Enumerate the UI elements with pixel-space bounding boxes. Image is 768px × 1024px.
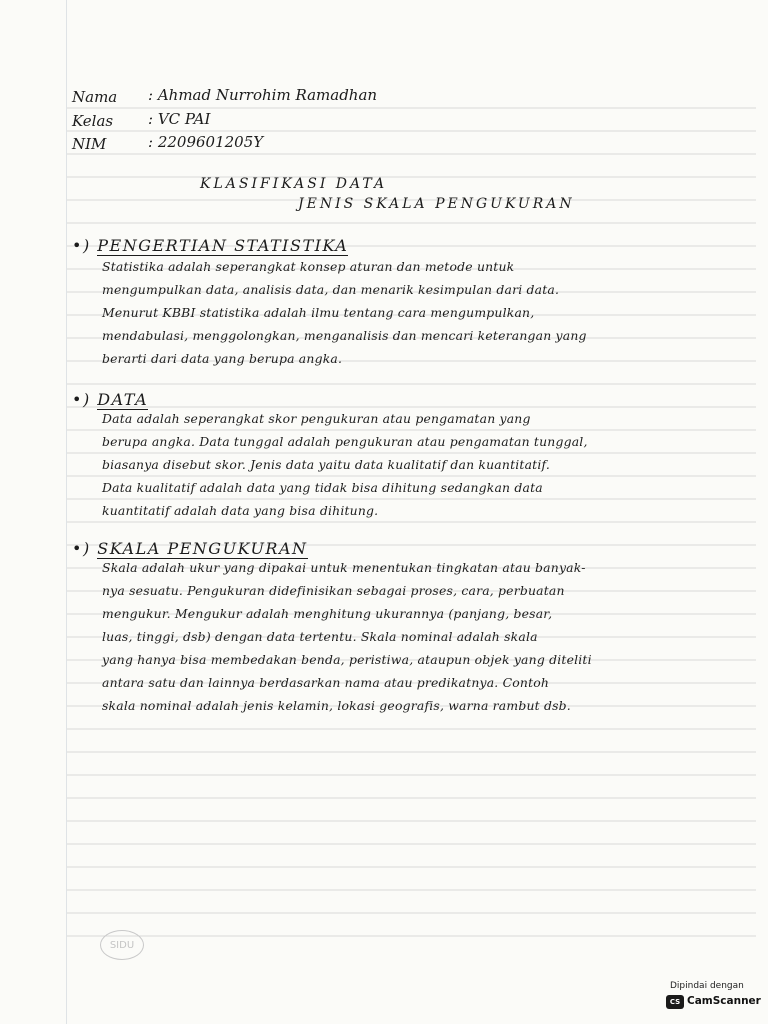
section-3-line-6: antara satu dan lainnya berdasarkan nama atau predikatnya. Contoh — [102, 675, 550, 690]
section-1-line-5: berarti dari data yang berupa angka. — [102, 351, 343, 366]
section-3-line-7: skala nominal adalah jenis kelamin, lokasi geografis, warna rambut dsb. — [102, 698, 571, 713]
camscanner-logo-icon: CS — [666, 995, 684, 1009]
section-heading-skala-text: SKALA PENGUKURAN — [97, 539, 308, 558]
section-2-line-3: biasanya disebut skor. Jenis data yaitu data kualitatif dan kuantitatif. — [102, 457, 551, 472]
section-3-line-5: yang hanya bisa membedakan benda, peristiwa, ataupun objek yang diteliti — [102, 652, 592, 667]
section-3-line-4: luas, tinggi, dsb) dengan data tertentu. Skala nominal adalah skala — [102, 629, 538, 644]
section-2-line-5: kuantitatif adalah data yang bisa dihitung. — [102, 503, 379, 518]
margin-line — [66, 0, 67, 1024]
watermark-brand: CamScanner — [687, 995, 761, 1007]
section-3-line-1: Skala adalah ukur yang dipakai untuk menentukan tingkatan atau banyak- — [102, 560, 586, 575]
section-heading-data-text: DATA — [97, 390, 149, 409]
title-line-2: JENIS SKALA PENGUKURAN — [298, 196, 575, 212]
section-2-line-1: Data adalah seperangkat skor pengukuran atau pengamatan yang — [102, 411, 531, 426]
section-2-line-4: Data kualitatif adalah data yang tidak bisa dihitung sedangkan data — [102, 480, 543, 495]
section-1-line-4: mendabulasi, menggolongkan, menganalisis dan mencari keterangan yang — [102, 328, 587, 343]
paper-brand-stamp: SIDU — [100, 930, 144, 960]
section-heading-pengertian: •) PENGERTIAN STATISTIKA — [72, 236, 349, 255]
nim-label: NIM — [72, 135, 107, 153]
section-3-line-3: mengukur. Mengukur adalah menghitung ukurannya (panjang, besar, — [102, 606, 553, 621]
section-heading-skala: •) SKALA PENGUKURAN — [72, 539, 308, 558]
nama-label: Nama — [72, 88, 118, 106]
nama-value: : Ahmad Nurrohim Ramadhan — [148, 86, 378, 104]
camscanner-watermark — [660, 977, 760, 1017]
watermark-caption: Dipindai dengan — [670, 981, 744, 991]
section-2-line-2: berupa angka. Data tunggal adalah pengukuran atau pengamatan tunggal, — [102, 434, 588, 449]
section-1-line-2: mengumpulkan data, analisis data, dan menarik kesimpulan dari data. — [102, 282, 560, 297]
section-3-line-2: nya sesuatu. Pengukuran didefinisikan sebagai proses, cara, perbuatan — [102, 583, 565, 598]
section-heading-pengertian-text: PENGERTIAN STATISTIKA — [97, 236, 349, 255]
section-1-line-3: Menurut KBBI statistika adalah ilmu tentang cara mengumpulkan, — [102, 305, 535, 320]
section-heading-data: •) DATA — [72, 390, 149, 409]
nim-value: : 2209601205Y — [148, 133, 264, 151]
kelas-label: Kelas — [72, 112, 114, 130]
title-line-1: KLASIFIKASI DATA — [200, 176, 388, 192]
section-1-line-1: Statistika adalah seperangkat konsep aturan dan metode untuk — [102, 259, 515, 274]
kelas-value: : VC PAI — [148, 110, 211, 128]
